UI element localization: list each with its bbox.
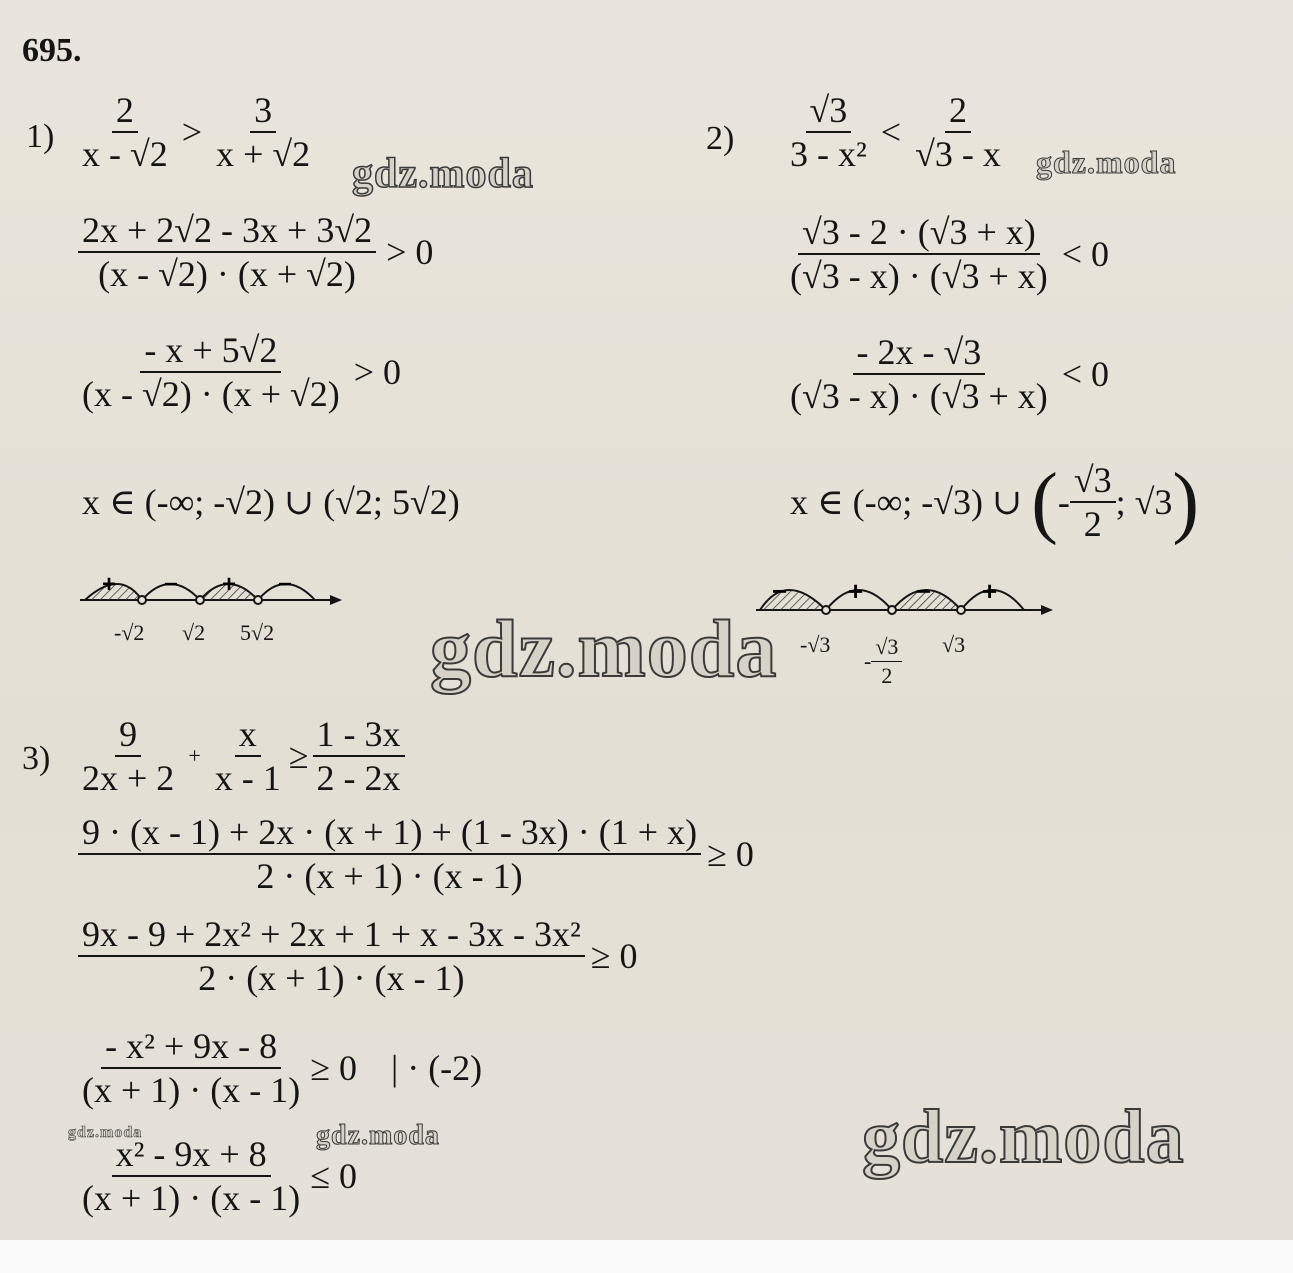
numerator: 9 bbox=[115, 716, 141, 757]
point-marker bbox=[888, 606, 896, 614]
numerator: √3 bbox=[806, 92, 852, 133]
denominator: 3 - x² bbox=[790, 134, 867, 174]
relation: ≤ 0 bbox=[310, 1156, 357, 1196]
watermark-large: gdz.moda bbox=[430, 603, 778, 694]
fraction bbox=[313, 716, 405, 796]
part1-number-line bbox=[80, 560, 350, 620]
point-label: √2 bbox=[182, 620, 206, 645]
numerator: 9x - 9 + 2x² + 2x + 1 + x - 3x - 3x² bbox=[78, 916, 585, 957]
sign-label: − bbox=[916, 576, 932, 606]
fraction bbox=[78, 1136, 304, 1216]
denominator: (√3 - x) · (√3 + x) bbox=[790, 256, 1048, 296]
fraction bbox=[786, 334, 1052, 414]
sign-label: + bbox=[848, 576, 864, 606]
numerator: 2 bbox=[945, 92, 971, 133]
denominator: 2 · (x + 1) · (x - 1) bbox=[256, 856, 523, 896]
point-marker bbox=[822, 606, 830, 614]
denominator: √3 - x bbox=[915, 134, 1001, 174]
fraction bbox=[786, 214, 1052, 294]
watermark-small: gdz.moda bbox=[316, 1120, 440, 1151]
answer-minus: - bbox=[1057, 482, 1070, 522]
point-label: -√3 bbox=[800, 632, 831, 657]
numerator: x bbox=[235, 716, 261, 757]
watermark-bottom-right: gdz.moda bbox=[862, 1095, 1185, 1179]
part2-label: 2) bbox=[706, 120, 735, 157]
big-paren-right: ) bbox=[1172, 458, 1200, 546]
relation: > 0 bbox=[353, 352, 402, 392]
operator: > bbox=[181, 112, 203, 152]
numerator: 1 - 3x bbox=[313, 716, 405, 757]
point-marker bbox=[957, 606, 965, 614]
part1-line1 bbox=[78, 92, 314, 172]
denominator: x - 1 bbox=[214, 758, 281, 798]
denominator: (√3 - x) · (√3 + x) bbox=[790, 376, 1048, 416]
minus-sign: - bbox=[864, 648, 872, 674]
denominator: 2 - 2x bbox=[316, 758, 401, 798]
sign-label: + bbox=[102, 571, 117, 598]
numerator: 2 bbox=[112, 92, 138, 133]
fraction bbox=[871, 634, 902, 689]
relation: < 0 bbox=[1061, 354, 1110, 394]
numerator: - 2x - √3 bbox=[853, 334, 986, 375]
watermark-top-right: gdz.moda bbox=[1036, 144, 1177, 180]
fraction bbox=[1070, 462, 1116, 542]
numerator: √3 bbox=[871, 634, 902, 662]
fraction bbox=[211, 716, 285, 796]
fraction bbox=[78, 1028, 304, 1108]
relation: ≥ 0 bbox=[707, 834, 754, 874]
fraction bbox=[78, 716, 178, 796]
part3-line4 bbox=[78, 1028, 492, 1108]
point-marker bbox=[254, 596, 262, 604]
part1-answer: x ∈ (-∞; -√2) ∪ (√2; 5√2) bbox=[82, 482, 460, 522]
watermark-tiny: gdz.moda bbox=[68, 1124, 143, 1141]
numerator: 2x + 2√2 - 3x + 3√2 bbox=[78, 212, 376, 253]
part1-line3 bbox=[78, 332, 411, 412]
point-marker bbox=[196, 596, 204, 604]
part2-answer bbox=[790, 458, 1200, 546]
sign-label: − bbox=[278, 571, 293, 598]
part2-line1 bbox=[786, 92, 1005, 172]
point-marker bbox=[138, 596, 146, 604]
numerator: √3 bbox=[1070, 462, 1116, 503]
answer-prefix: x ∈ (-∞; -√3) ∪ bbox=[790, 482, 1023, 522]
multiplier-note: | · (-2) bbox=[391, 1048, 483, 1088]
denominator: (x - √2) · (x + √2) bbox=[98, 254, 356, 294]
denominator: 2 bbox=[881, 663, 893, 688]
fraction bbox=[911, 92, 1005, 172]
numerator: 3 bbox=[250, 92, 276, 133]
denominator: 2 · (x + 1) · (x - 1) bbox=[198, 958, 465, 998]
denominator: x + √2 bbox=[216, 134, 311, 174]
denominator: 2x + 2 bbox=[82, 758, 175, 798]
denominator: x - √2 bbox=[82, 134, 168, 174]
watermark-top-left: gdz.moda bbox=[352, 151, 534, 197]
relation: < 0 bbox=[1061, 234, 1110, 274]
fraction bbox=[212, 92, 314, 172]
fraction bbox=[78, 916, 585, 996]
part3-line2 bbox=[78, 814, 764, 894]
operator: ≥ bbox=[288, 736, 309, 776]
relation: > 0 bbox=[386, 232, 434, 272]
problem-number: 695. bbox=[22, 32, 82, 69]
sign-label: + bbox=[222, 571, 237, 598]
sign-label: − bbox=[164, 571, 179, 598]
denominator: (x - √2) · (x + √2) bbox=[82, 374, 340, 414]
part2-line3 bbox=[786, 334, 1119, 414]
answer-tail: ; √3 bbox=[1115, 482, 1173, 522]
point-label: 5√2 bbox=[240, 620, 275, 645]
numerator: - x² + 9x - 8 bbox=[101, 1028, 281, 1069]
numerator: x² - 9x + 8 bbox=[112, 1136, 271, 1177]
part3-line3 bbox=[78, 916, 648, 996]
part1-label: 1) bbox=[26, 118, 55, 155]
part3-line1 bbox=[78, 716, 405, 796]
relation: ≥ 0 bbox=[310, 1048, 357, 1088]
big-paren-left: ( bbox=[1031, 458, 1058, 546]
numerator: 9 · (x - 1) + 2x · (x + 1) + (1 - 3x) · (1 + x) bbox=[78, 814, 701, 855]
denominator: (x + 1) · (x - 1) bbox=[82, 1178, 301, 1218]
sign-label: − bbox=[772, 576, 788, 606]
denominator: 2 bbox=[1083, 504, 1102, 544]
part1-line2 bbox=[78, 212, 443, 292]
point-label: √3 bbox=[942, 632, 966, 657]
part2-number-line bbox=[756, 566, 1056, 626]
axis-arrow bbox=[330, 595, 342, 605]
sign-label: + bbox=[982, 576, 998, 606]
operator: + bbox=[188, 743, 201, 768]
fraction bbox=[78, 814, 701, 894]
numerator: √3 - 2 · (√3 + x) bbox=[798, 214, 1040, 255]
part2-line2 bbox=[786, 214, 1119, 294]
bottom-margin bbox=[0, 1240, 1293, 1273]
relation: ≥ 0 bbox=[590, 936, 638, 976]
denominator: (x + 1) · (x - 1) bbox=[82, 1070, 301, 1110]
fraction bbox=[78, 332, 344, 412]
fraction bbox=[78, 212, 376, 292]
fraction bbox=[786, 92, 871, 172]
numerator: - x + 5√2 bbox=[140, 332, 281, 373]
fraction bbox=[78, 92, 172, 172]
operator: < bbox=[880, 112, 902, 152]
part3-label: 3) bbox=[22, 740, 51, 777]
point-label-fraction bbox=[864, 634, 902, 689]
point-label: -√2 bbox=[114, 620, 145, 645]
axis-arrow bbox=[1041, 605, 1053, 615]
